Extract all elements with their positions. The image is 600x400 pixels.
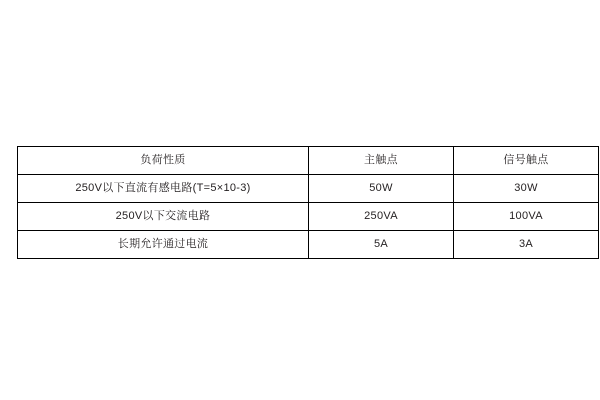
- cell-load-type: 长期允许通过电流: [18, 231, 309, 259]
- column-header-main-contact: 主触点: [309, 147, 454, 175]
- column-header-signal-contact: 信号触点: [454, 147, 599, 175]
- spec-table-container: [17, 146, 583, 259]
- cell-main-contact: 250VA: [309, 203, 454, 231]
- table-row: [18, 231, 599, 259]
- cell-load-type: 250V以下直流有感电路(T=5×10-3): [18, 175, 309, 203]
- cell-load-type: 250V以下交流电路: [18, 203, 309, 231]
- column-header-load-type: 负荷性质: [18, 147, 309, 175]
- table-row: [18, 203, 599, 231]
- cell-signal-contact: 30W: [454, 175, 599, 203]
- cell-signal-contact: 100VA: [454, 203, 599, 231]
- cell-main-contact: 50W: [309, 175, 454, 203]
- table-header-row: [18, 147, 599, 175]
- cell-main-contact: 5A: [309, 231, 454, 259]
- cell-signal-contact: 3A: [454, 231, 599, 259]
- spec-table: [17, 146, 599, 259]
- table-row: [18, 175, 599, 203]
